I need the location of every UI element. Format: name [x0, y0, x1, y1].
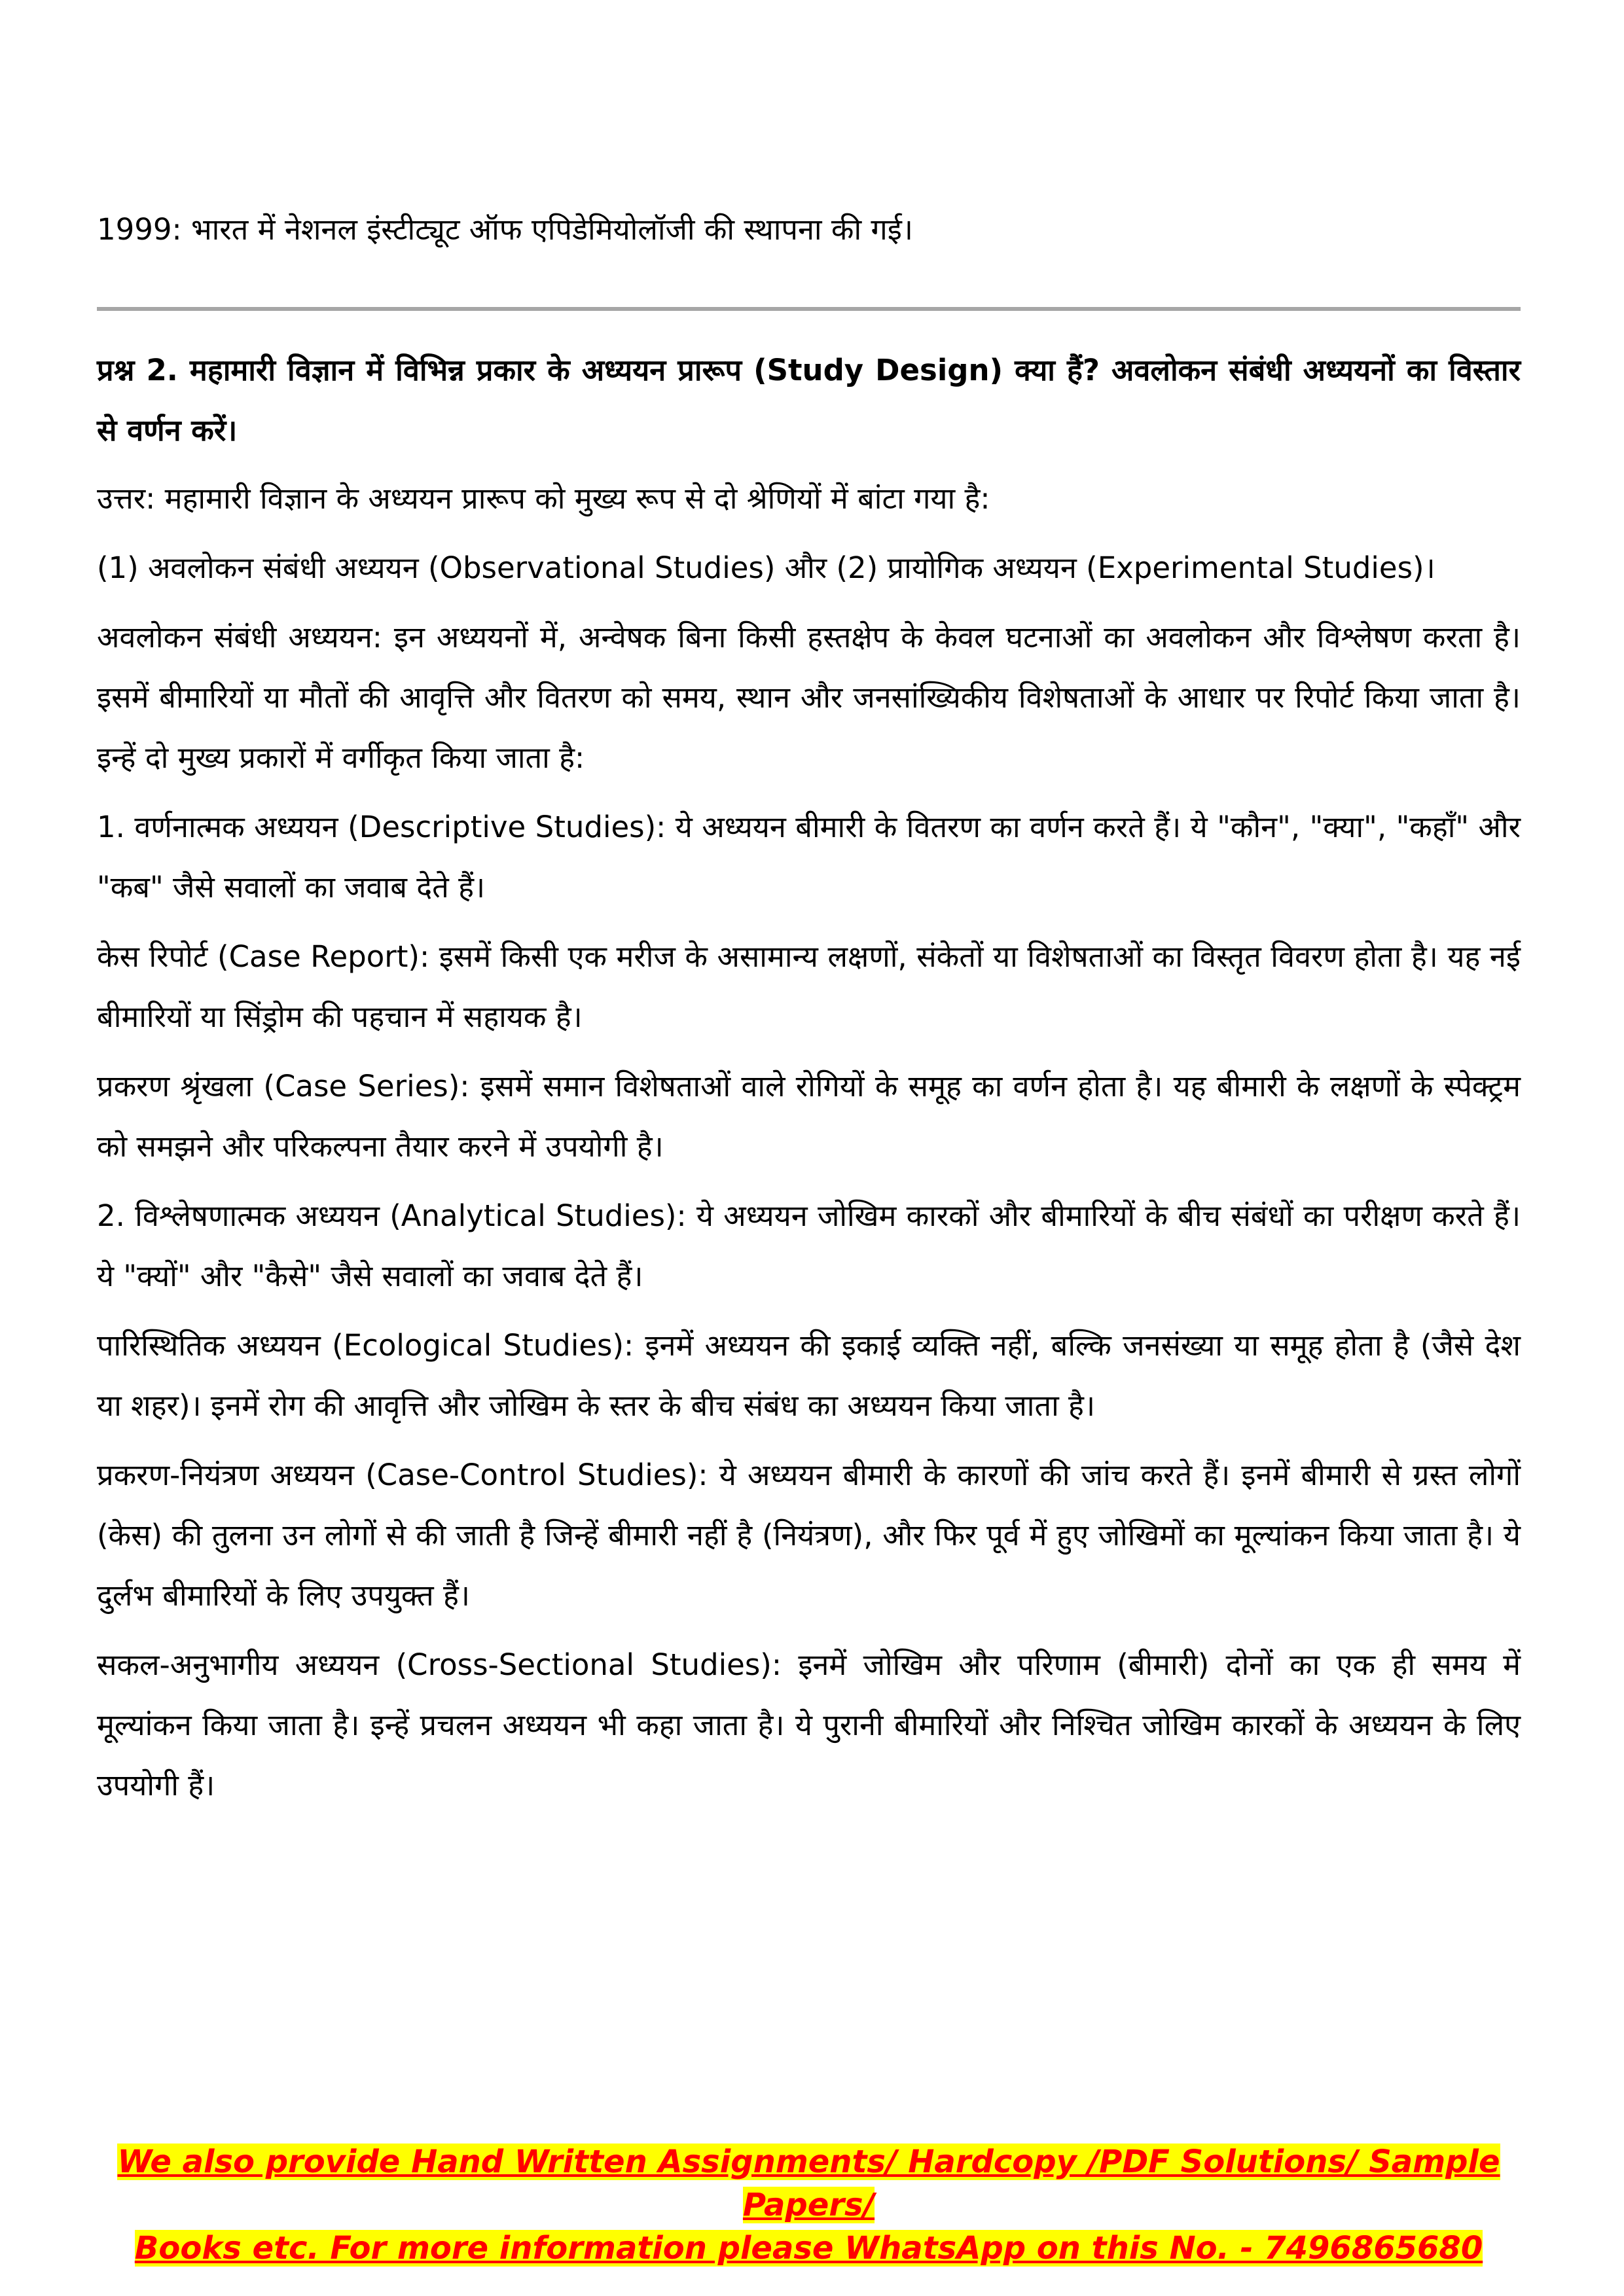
footer-advertisement	[97, 2140, 1521, 2270]
document-page	[97, 0, 1521, 2296]
descriptive-studies-paragraph: 1. वर्णनात्मक अध्ययन (Descriptive Studies): ये अध्ययन बीमारी के वितरण का वर्णन करते हैं। ये "कौन", "क्या", "कहाँ" और "कब" जैसे सवालों का जवाब देते हैं।	[97, 810, 1521, 905]
footer-line-2: Books etc. For more information please WhatsApp on this No. - 7496865680	[134, 2230, 1483, 2267]
answer-body	[97, 340, 1521, 1825]
horizontal-divider	[97, 307, 1521, 311]
case-series-paragraph: प्रकरण श्रृंखला (Case Series): इसमें समान विशेषताओं वाले रोगियों के समूह का वर्णन होता है। यह बीमारी के लक्षणों के स्पेक्ट्रम को समझने और परिकल्पना तैयार करने में उपयोगी है।	[97, 1069, 1521, 1164]
case-control-studies-paragraph: प्रकरण-नियंत्रण अध्ययन (Case-Control Studies): ये अध्ययन बीमारी के कारणों की जांच करते हैं। इनमें बीमारी से ग्रस्त लोगों (केस) की तुलना उन लोगों से की जाती है जिन्हें बीमारी नहीं है (नियंत्रण), और फिर पूर्व में हुए जोखिमों का मूल्यांकन किया जाता है। ये दुर्लभ बीमारियों के लिए उपयुक्त हैं।	[97, 1458, 1521, 1613]
case-report-paragraph: केस रिपोर्ट (Case Report): इसमें किसी एक मरीज के असामान्य लक्षणों, संकेतों या विशेषताओं का विस्तृत विवरण होता है। यह नई बीमारियों या सिंड्रोम की पहचान में सहायक है।	[97, 939, 1521, 1034]
ecological-studies-paragraph: पारिस्थितिक अध्ययन (Ecological Studies): इनमें अध्ययन की इकाई व्यक्ति नहीं, बल्कि जनसंख्या या समूह होता है (जैसे देश या शहर)। इनमें रोग की आवृत्ति और जोखिम के स्तर के बीच संबंध का अध्ययन किया जाता है।	[97, 1328, 1521, 1423]
analytical-studies-paragraph: 2. विश्लेषणात्मक अध्ययन (Analytical Studies): ये अध्ययन जोखिम कारकों और बीमारियों के बीच संबंधों का परीक्षण करते हैं। ये "क्यों" और "कैसे" जैसे सवालों का जवाब देते हैं।	[97, 1198, 1521, 1293]
question-heading: प्रश्न 2. महामारी विज्ञान में विभिन्न प्रकार के अध्ययन प्रारूप (Study Design) क्या हैं? अवलोकन संबंधी अध्ययनों का विस्तार से वर्णन करें।	[97, 353, 1521, 448]
answer-intro: उत्तर: महामारी विज्ञान के अध्ययन प्रारूप को मुख्य रूप से दो श्रेणियों में बांटा गया है:	[97, 481, 990, 516]
intro-line: 1999: भारत में नेशनल इंस्टीट्यूट ऑफ एपिडेमियोलॉजी की स्थापना की गई।	[97, 212, 913, 247]
footer-line-1: We also provide Hand Written Assignments/ Hardcopy /PDF Solutions/ Sample Papers/	[117, 2144, 1500, 2223]
cross-sectional-studies-paragraph: सकल-अनुभागीय अध्ययन (Cross-Sectional Studies): इनमें जोखिम और परिणाम (बीमारी) दोनों का एक ही समय में मूल्यांकन किया जाता है। इन्हें प्रचलन अध्ययन भी कहा जाता है। ये पुरानी बीमारियों और निश्चित जोखिम कारकों के अध्ययन के लिए उपयोगी हैं।	[97, 1647, 1521, 1803]
observational-studies-paragraph: अवलोकन संबंधी अध्ययन: इन अध्ययनों में, अन्वेषक बिना किसी हस्तक्षेप के केवल घटनाओं का अवलोकन और विश्लेषण करता है। इसमें बीमारियों या मौतों की आवृत्ति और वितरण को समय, स्थान और जनसांख्यिकीय विशेषताओं के आधार पर रिपोर्ट किया जाता है। इन्हें दो मुख्य प्रकारों में वर्गीकृत किया जाता है:	[97, 620, 1521, 775]
study-categories: (1) अवलोकन संबंधी अध्ययन (Observational Studies) और (2) प्रायोगिक अध्ययन (Experimental Studies)।	[97, 550, 1435, 585]
